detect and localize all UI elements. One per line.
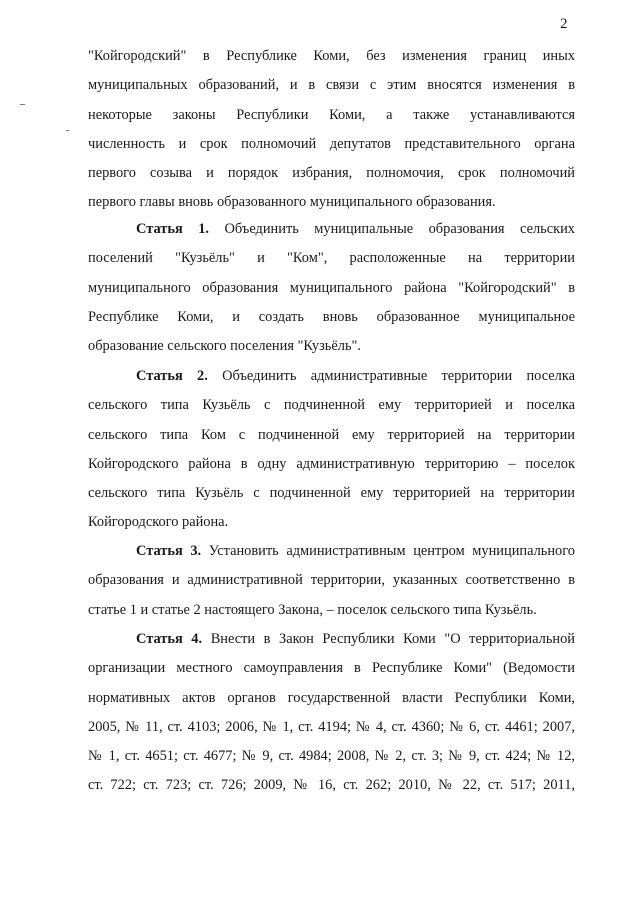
text-line: 2005, № 11, ст. 4103; 2006, № 1, ст. 4194; № 4, ст. 4360; № 6, ст. 4461; 2007, [88, 718, 575, 735]
article-first-line [88, 215, 575, 244]
article-text: Установить административным центром муниципального [208, 543, 575, 559]
text-line: статье 1 и статье 2 настоящего Закона, – поселок сельского типа Кузьёль. [88, 601, 537, 618]
article-first-line [88, 625, 575, 654]
text-line: поселений "Кузьёль" и "Ком", расположенные на территории [88, 250, 575, 267]
text-line: сельского типа Кузьёль с подчиненной ему территорией и поселка [88, 397, 575, 414]
text-line: муниципальных образований, и в связи с этим вносятся изменения в [88, 77, 575, 94]
article-first-line [88, 362, 575, 391]
intro-paragraph [88, 42, 575, 218]
article-text: Объединить административные территории поселка [222, 368, 576, 384]
article-3 [88, 537, 575, 625]
article-1 [88, 215, 575, 361]
text-line: образования и административной территории, указанных соответственно в [88, 572, 575, 589]
article-first-line [88, 537, 575, 566]
article-text: Внести в Закон Республики Коми "О территориальной [210, 631, 575, 647]
text-line: образование сельского поселения "Кузьёль". [88, 338, 361, 355]
text-line: ст. 722; ст. 723; ст. 726; 2009, № 16, ст. 262; 2010, № 22, ст. 517; 2011, [88, 777, 575, 794]
text-line: "Койгородский" в Республике Коми, без изменения границ иных [88, 48, 575, 64]
article-label: Статья 2. [136, 368, 208, 384]
article-4 [88, 625, 575, 801]
article-label: Статья 3. [136, 543, 202, 559]
text-line: Койгородского района. [88, 514, 229, 531]
article-label: Статья 1. [136, 221, 210, 237]
text-line: сельского типа Ком с подчиненной ему территорией на территории [88, 426, 575, 443]
text-line: № 1, ст. 4651; ст. 4677; № 9, ст. 4984; 2008, № 2, ст. 3; № 9, ст. 424; № 12, [88, 748, 575, 765]
margin-mark [66, 130, 69, 131]
text-line: численность и срок полномочий депутатов представительного органа [88, 135, 575, 152]
text-line: первого главы вновь образованного муниципального образования. [88, 194, 496, 211]
text-line: Койгородского района в одну административную территорию – поселок [88, 455, 575, 472]
page-number: 2 [560, 16, 568, 32]
article-2 [88, 362, 575, 538]
text-line: муниципального образования муниципального района "Койгородский" в [88, 279, 575, 296]
text-line: первого созыва и порядок избрания, полномочия, срок полномочий [88, 165, 575, 182]
text-line: Республике Коми, и создать вновь образованное муниципальное [88, 308, 575, 325]
article-label: Статья 4. [136, 631, 203, 647]
text-line: нормативных актов органов государственной власти Республики Коми, [88, 689, 575, 706]
text-line: некоторые законы Республики Коми, а также устанавливаются [88, 106, 575, 123]
margin-mark [20, 104, 25, 105]
text-line: сельского типа Кузьёль с подчиненной ему территорией на территории [88, 485, 575, 502]
article-text: Объединить муниципальные образования сельских [224, 221, 575, 237]
text-line: организации местного самоуправления в Республике Коми" (Ведомости [88, 660, 575, 677]
